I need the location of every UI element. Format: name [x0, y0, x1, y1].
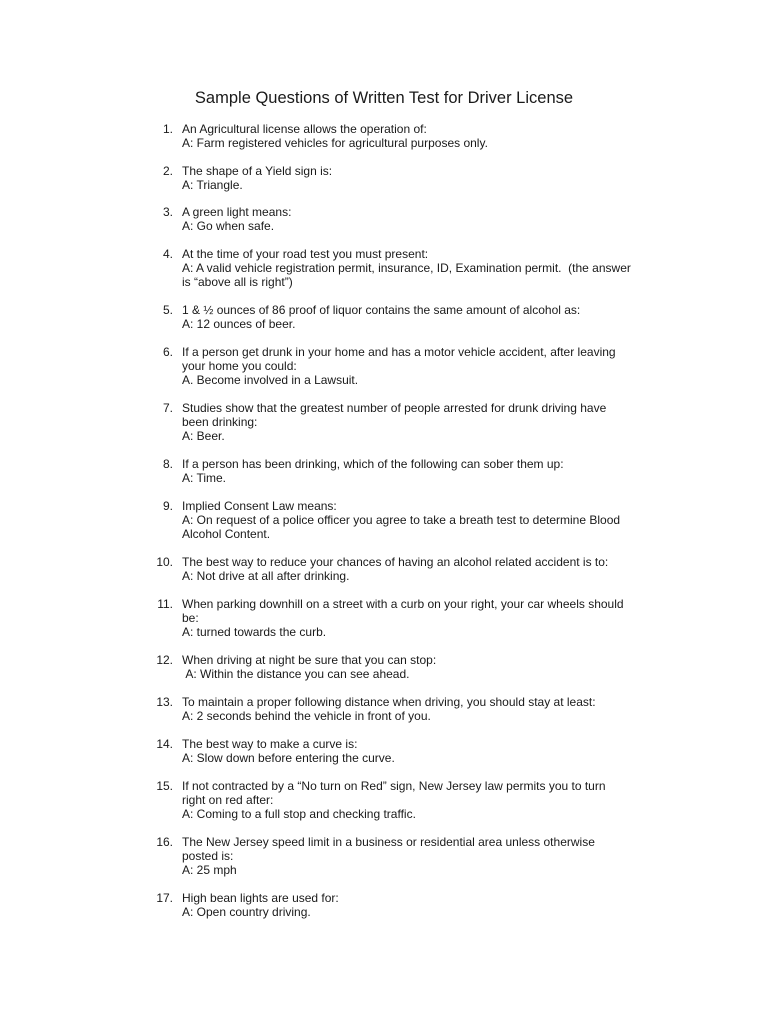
item-number: 5. [162, 303, 173, 317]
answer-text: A: Time. [182, 471, 227, 485]
question-text: If a person get drunk in your home and has a motor vehicle accident, after leaving your home you could: [182, 345, 619, 373]
question-text: If a person has been drinking, which of the following can sober them up: [182, 457, 564, 471]
item-number: 13. [156, 695, 173, 709]
item-number: 11. [157, 597, 173, 611]
item-number: 2. [162, 164, 173, 178]
item-number: 4. [162, 247, 173, 261]
answer-text: A: Open country driving. [182, 905, 311, 919]
question-text: High bean lights are used for: [182, 891, 339, 905]
item-number: 12. [156, 653, 173, 667]
answer-text: A. Become involved in a Lawsuit. [182, 373, 359, 387]
answer-text: A: Within the distance you can see ahead. [182, 667, 410, 681]
question-text: The best way to make a curve is: [182, 737, 358, 751]
answer-text: A: Coming to a full stop and checking traffic. [182, 807, 416, 821]
answer-text: A: Go when safe. [182, 219, 275, 233]
answer-text: A: Farm registered vehicles for agricultural purposes only. [182, 136, 488, 150]
question-text: A green light means: [182, 205, 292, 219]
question-text: If not contracted by a “No turn on Red” sign, New Jersey law permits you to turn right on red after: [182, 779, 609, 807]
answer-text: A: A valid vehicle registration permit, insurance, ID, Examination permit. (the answer is “above all is right”) [182, 261, 635, 289]
question-text: Implied Consent Law means: [182, 499, 337, 513]
item-number: 17. [156, 891, 173, 905]
question-text: The shape of a Yield sign is: [182, 164, 333, 178]
item-number: 10. [156, 555, 173, 569]
answer-text: A: turned towards the curb. [182, 625, 327, 639]
item-number: 6. [162, 345, 173, 359]
answer-text: A: Slow down before entering the curve. [182, 751, 395, 765]
answer-text: A: Beer. [182, 429, 225, 443]
answer-text: A: Triangle. [182, 178, 243, 192]
item-number: 8. [162, 457, 173, 471]
answer-text: A: 12 ounces of beer. [182, 317, 296, 331]
question-text: An Agricultural license allows the operation of: [182, 122, 427, 136]
answer-text: A: Not drive at all after drinking. [182, 569, 350, 583]
question-text: When parking downhill on a street with a curb on your right, your car wheels should be: [182, 597, 627, 625]
item-number: 15. [156, 779, 173, 793]
item-number: 7. [162, 401, 173, 415]
item-number: 14. [156, 737, 173, 751]
question-text: When driving at night be sure that you can stop: [182, 653, 437, 667]
answer-text: A: 2 seconds behind the vehicle in front of you. [182, 709, 431, 723]
question-text: To maintain a proper following distance when driving, you should stay at least: [182, 695, 596, 709]
item-number: 1. [162, 122, 173, 136]
item-number: 9. [162, 499, 173, 513]
question-text: Studies show that the greatest number of people arrested for drunk driving have been drinking: [182, 401, 610, 429]
page-title: Sample Questions of Written Test for Driver License [194, 89, 574, 107]
question-text: At the time of your road test you must present: [182, 247, 429, 261]
item-number: 3. [162, 205, 173, 219]
question-text: The New Jersey speed limit in a business or residential area unless otherwise posted is: [182, 835, 599, 863]
question-text: 1 & ½ ounces of 86 proof of liquor contains the same amount of alcohol as: [182, 303, 581, 317]
item-number: 16. [156, 835, 173, 849]
answer-text: A: 25 mph [182, 863, 237, 877]
answer-text: A: On request of a police officer you agree to take a breath test to determine Blood Alcohol Content. [182, 513, 623, 541]
question-text: The best way to reduce your chances of having an alcohol related accident is to: [182, 555, 609, 569]
